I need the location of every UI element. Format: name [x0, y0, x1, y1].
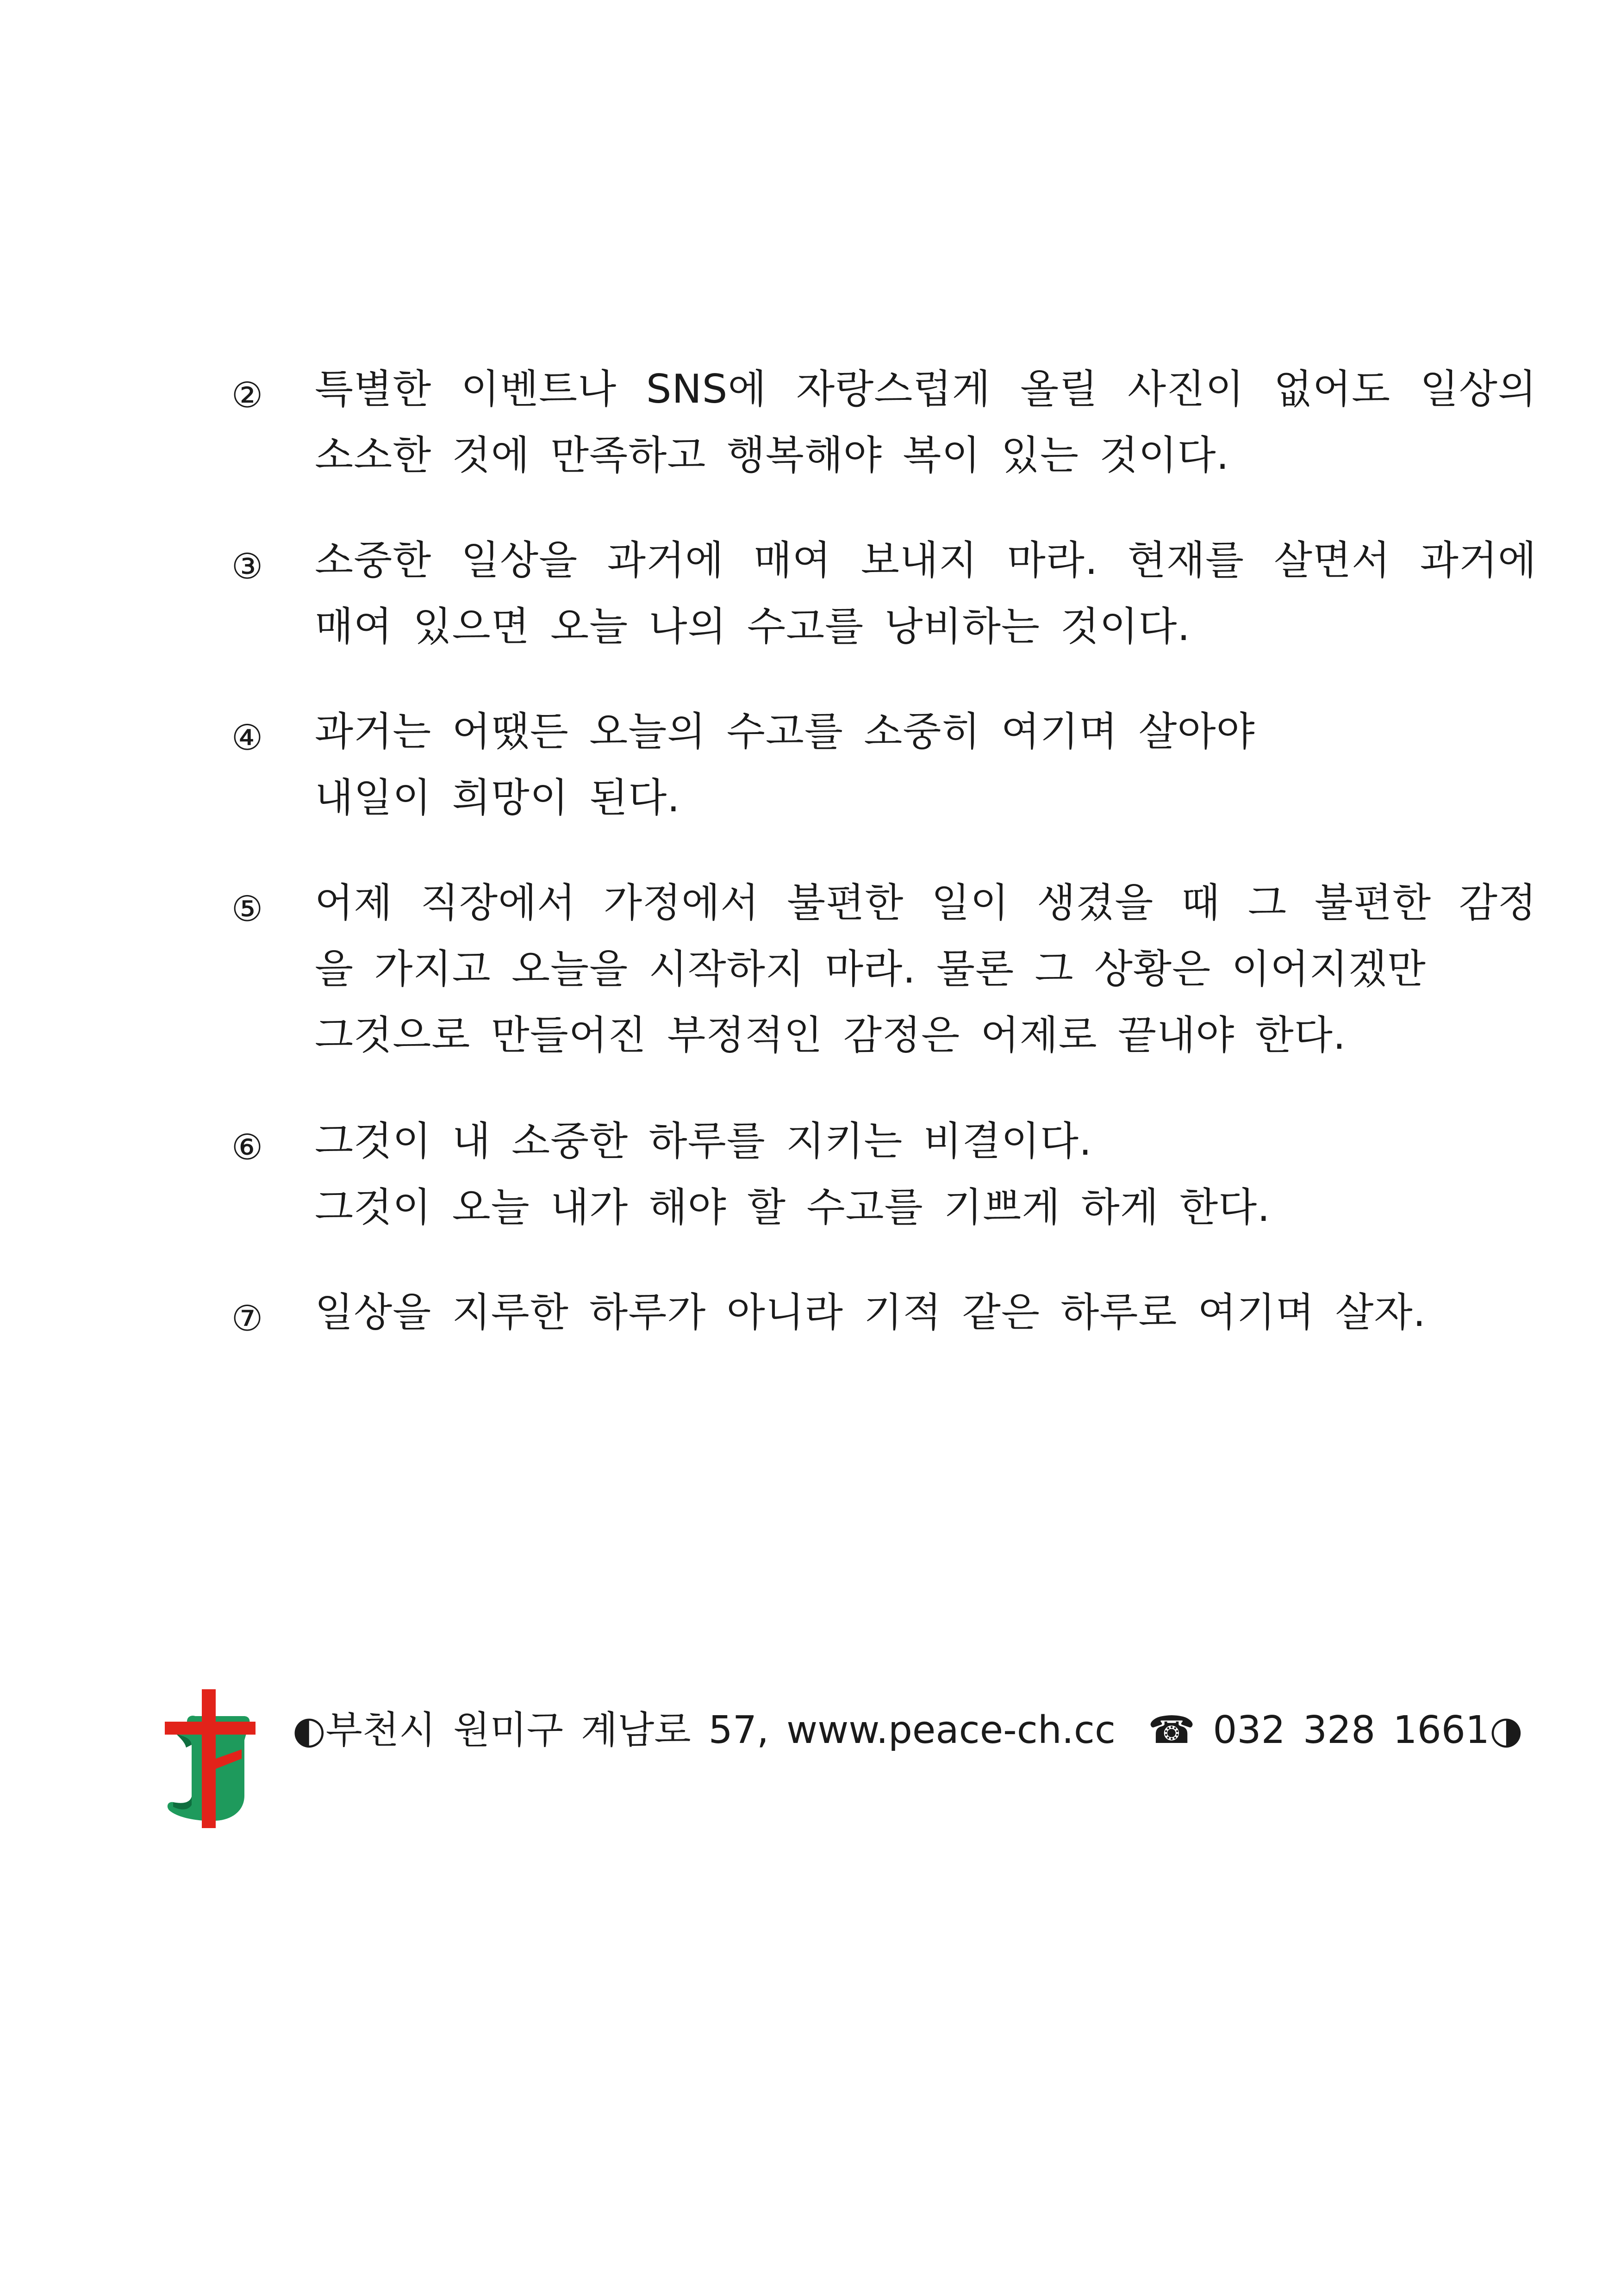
item-line: 과거는 어땠든 오늘의 수고를 소중히 여기며 살아야: [315, 709, 1255, 755]
footer-phone: 032 328 1661: [1213, 1708, 1490, 1752]
item-line: 소중한 일상을 과거에 매여 보내지 마라. 현재를 살면서 과거에: [315, 537, 1537, 584]
item-number: ⑥: [231, 1126, 263, 1168]
telephone-icon: ☎: [1148, 1708, 1196, 1752]
item-line: 매여 있으면 오늘 나의 수고를 낭비하는 것이다.: [315, 604, 1191, 650]
item-line: 그것이 오늘 내가 해야 할 수고를 기쁘게 하게 한다.: [315, 1184, 1271, 1231]
item-number: ③: [231, 546, 263, 587]
item-number: ⑤: [231, 888, 263, 929]
list-item-4: [231, 699, 1472, 831]
item-line: 그것으로 만들어진 부정적인 감정은 어제로 끝내야 한다.: [315, 1012, 1347, 1058]
footer-address: 부천시 원미구 계남로 57, www.peace-ch.cc: [325, 1708, 1116, 1752]
item-line: 내일이 희망이 된다.: [315, 775, 680, 821]
item-line: 을 가지고 오늘을 시작하지 마라. 물론 그 상황은 이어지겠만: [315, 946, 1426, 992]
half-circle-left-icon: ◐: [293, 1708, 326, 1752]
item-line: 그것이 내 소중한 하루를 지키는 비결이다.: [315, 1118, 1092, 1164]
list-item-7: [231, 1280, 1472, 1346]
list-item-3: [231, 528, 1537, 660]
church-cross-logo-icon: [163, 1689, 260, 1828]
item-line: 소소한 것에 만족하고 행복해야 복이 있는 것이다.: [315, 432, 1229, 479]
half-circle-right-icon: ◑: [1490, 1708, 1523, 1752]
item-number: ④: [231, 717, 263, 758]
item-line: 일상을 지루한 하루가 아니라 기적 같은 하루로 여기며 살자.: [315, 1289, 1426, 1336]
item-line: 어제 직장에서 가정에서 불편한 일이 생겼을 때 그 불편한 감정: [315, 880, 1537, 926]
item-line: 특별한 이벤트나 SNS에 자랑스럽게 올릴 사진이 없어도 일상의: [315, 366, 1537, 412]
list-item-2: [231, 356, 1537, 489]
item-number: ②: [231, 374, 263, 416]
footer-contact-line: [293, 1705, 1616, 1756]
list-item-6: [231, 1108, 1472, 1241]
footer: [163, 1689, 1523, 1828]
item-number: ⑦: [231, 1298, 263, 1339]
list-item-5: [231, 870, 1537, 1069]
